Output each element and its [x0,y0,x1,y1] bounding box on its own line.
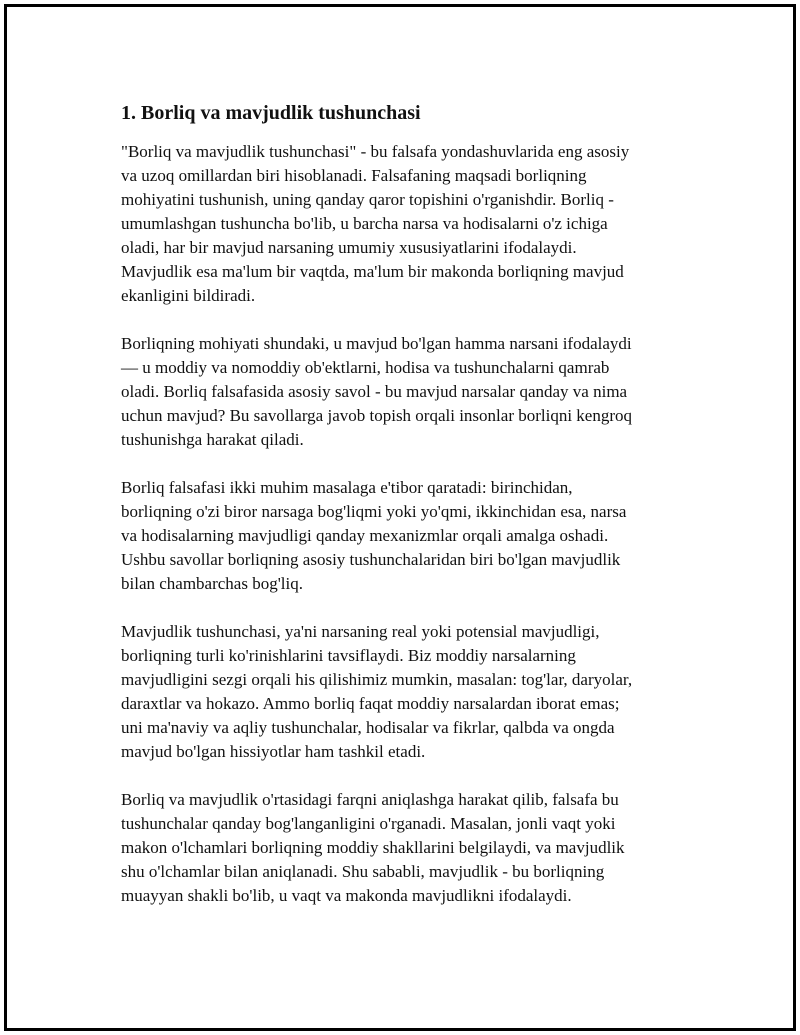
text-line: tushunchalar qanday bog'langanligini o'rganadi. Masalan, jonli vaqt yoki [121,814,616,833]
text-line: oladi. Borliq falsafasida asosiy savol - bu mavjud narsalar qanday va nima [121,382,628,401]
text-line: bilan chambarchas bog'liq. [121,574,303,593]
text-line: "Borliq va mavjudlik tushunchasi" - bu falsafa yondashuvlarida eng asosiy [121,142,630,161]
text-line: va hodisalarning mavjudligi qanday mexanizmlar orqali amalga oshadi. [121,526,609,545]
text-line: uni ma'naviy va aqliy tushunchalar, hodisalar va fikrlar, qalbda va ongda [121,718,615,737]
text-line: borliqning turli ko'rinishlarini tavsiflaydi. Biz moddiy narsalarning [121,646,576,665]
text-line: — u moddiy va nomoddiy ob'ektlarni, hodisa va tushunchalarni qamrab [121,358,610,377]
text-line: Borliq falsafasi ikki muhim masalaga e'tibor qaratadi: birinchidan, [121,478,573,497]
paragraph-3 [121,476,681,596]
text-line: daraxtlar va hokazo. Ammo borliq faqat moddiy narsalardan iborat emas; [121,694,620,713]
text-line: mohiyatini tushunish, uning qanday qaror topishini o'rganishdir. Borliq - [121,190,614,209]
paragraph-spacer [121,596,681,620]
text-line: ekanligini bildiradi. [121,286,256,305]
text-line: muayyan shakli bo'lib, u vaqt va makonda mavjudlikni ifodalaydi. [121,886,572,905]
text-line: Mavjudlik esa ma'lum bir vaqtda, ma'lum bir makonda borliqning mavjud [121,262,624,281]
text-line: mavjudligini sezgi orqali his qilishimiz mumkin, masalan: tog'lar, daryolar, [121,670,633,689]
paragraph-4 [121,620,681,764]
text-line: makon o'lchamlari borliqning moddiy shakllarini belgilaydi, va mavjudlik [121,838,625,857]
paragraph-spacer [121,308,681,332]
text-line: va uzoq omillardan biri hisoblanadi. Falsafaning maqsadi borliqning [121,166,587,185]
text-line: mavjud bo'lgan hissiyotlar ham tashkil etadi. [121,742,426,761]
paragraph-spacer [121,764,681,788]
paragraph-spacer [121,452,681,476]
text-line: Ushbu savollar borliqning asosiy tushunchalaridan biri bo'lgan mavjudlik [121,550,621,569]
document-body [121,101,681,908]
text-line: Mavjudlik tushunchasi, ya'ni narsaning real yoki potensial mavjudligi, [121,622,600,641]
text-line: uchun mavjud? Bu savollarga javob topish orqali insonlar borliqni kengroq [121,406,633,425]
section-heading: 1. Borliq va mavjudlik tushunchasi [121,102,421,124]
text-line: oladi, har bir mavjud narsaning umumiy xususiyatlarini ifodalaydi. [121,238,577,257]
paragraph-2 [121,332,681,452]
paragraph-5 [121,788,681,908]
text-line: borliqning o'zi biror narsaga bog'liqmi yoki yo'qmi, ikkinchidan esa, narsa [121,502,627,521]
paragraph-1 [121,140,681,308]
text-line: umumlashgan tushuncha bo'lib, u barcha narsa va hodisalarni o'z ichiga [121,214,608,233]
page-frame [4,4,796,1031]
text-line: Borliqning mohiyati shundaki, u mavjud bo'lgan hamma narsani ifodalaydi [121,334,632,353]
text-line: shu o'lchamlar bilan aniqlanadi. Shu sababli, mavjudlik - bu borliqning [121,862,605,881]
text-line: tushunishga harakat qiladi. [121,430,304,449]
text-line: Borliq va mavjudlik o'rtasidagi farqni aniqlashga harakat qilib, falsafa bu [121,790,619,809]
